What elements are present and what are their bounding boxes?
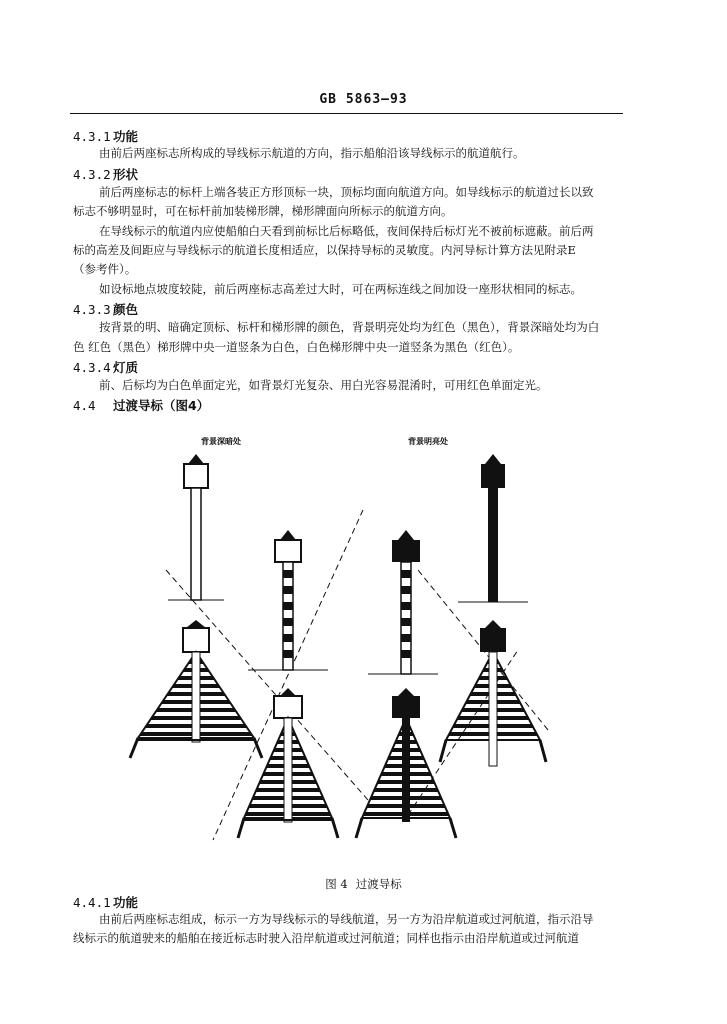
dark-rear-mark [130,454,262,758]
paragraph: 由前后两座标志所构成的导线标示航道的方向，指示船舶沿该导线标示的航道航行。 [99,146,525,160]
section-title: 灯质 [113,360,139,375]
section-number: 4.3.4 [73,360,111,375]
section-title: 形状 [113,167,139,182]
heading-4-4 [73,396,209,414]
figure-4-illustration [128,420,568,860]
bright-front-mark [356,530,456,838]
heading-4-4-1 [73,893,138,911]
heading-4-3-1 [73,127,138,145]
caption-number: 图 4 [325,877,348,891]
page-header: GB 5863—93 [319,92,408,107]
paragraph-line: 标的高差及间距应与导线标示的航道长度相适应，以保持导标的灵敏度。内河导标计算方法见附录E [73,243,576,257]
heading-4-3-4 [73,358,138,376]
section-title: 颜色 [113,302,139,317]
paragraph-line: 色 红色（黑色）梯形牌中央一道竖条为白色，白色梯形牌中央一道竖条为黑色（红色）。 [73,340,520,354]
paragraph-line: 在导线标示的航道内应使船舶白天看到前标比后标略低，夜间保持后标灯光不被前标遮蔽。前后两 [99,224,594,238]
paragraph-line: 如设标地点坡度较陡，前后两座标志高差过大时，可在两标连线之间加设一座形状相同的标志。 [99,282,582,296]
bright-rear-mark [440,454,546,766]
section-number: 4.3.1 [73,129,111,144]
paragraph-line: （参考件）。 [73,262,137,276]
dark-front-mark [238,530,338,838]
label-dark-background: 背景深暗处 [201,437,241,446]
section-number: 4.4 [73,398,96,413]
section-number: 4.3.2 [73,167,111,182]
section-title: 过渡导标（图4） [113,398,210,413]
header-rule [70,113,623,114]
section-title: 功能 [113,129,139,144]
paragraph-line: 按背景的明、暗确定顶标、标杆和梯形牌的颜色，背景明亮处均为红色（黑色），背景深暗处均为白 [99,320,600,334]
heading-4-3-2 [73,165,138,183]
label-bright-background: 背景明亮处 [408,437,448,446]
section-title: 功能 [113,895,139,910]
heading-4-3-3 [73,300,138,318]
caption-text: 过渡导标 [355,877,402,891]
paragraph-line: 线标示的航道驶来的船舶在接近标志时驶入沿岸航道或过河航道；同样也指示由沿岸航道或过河航道 [73,931,579,945]
section-number: 4.3.3 [73,302,111,317]
paragraph-line: 标志不够明显时，可在标杆前加装梯形牌，梯形牌面向所标示的航道方向。 [73,204,453,218]
paragraph-line: 前、后标均为白色单面定光，如背景灯光复杂、用白光容易混淆时，可用红色单面定光。 [99,378,548,392]
paragraph-line: 由前后两座标志组成，标示一方为导线标示的导线航道，另一方为沿岸航道或过河航道，指示沿导 [99,912,594,926]
figure-caption [0,876,727,892]
section-number: 4.4.1 [73,895,111,910]
paragraph-line: 前后两座标志的标杆上端各装正方形顶标一块，顶标均面向航道方向。如导线标示的航道过长以致 [99,185,594,199]
